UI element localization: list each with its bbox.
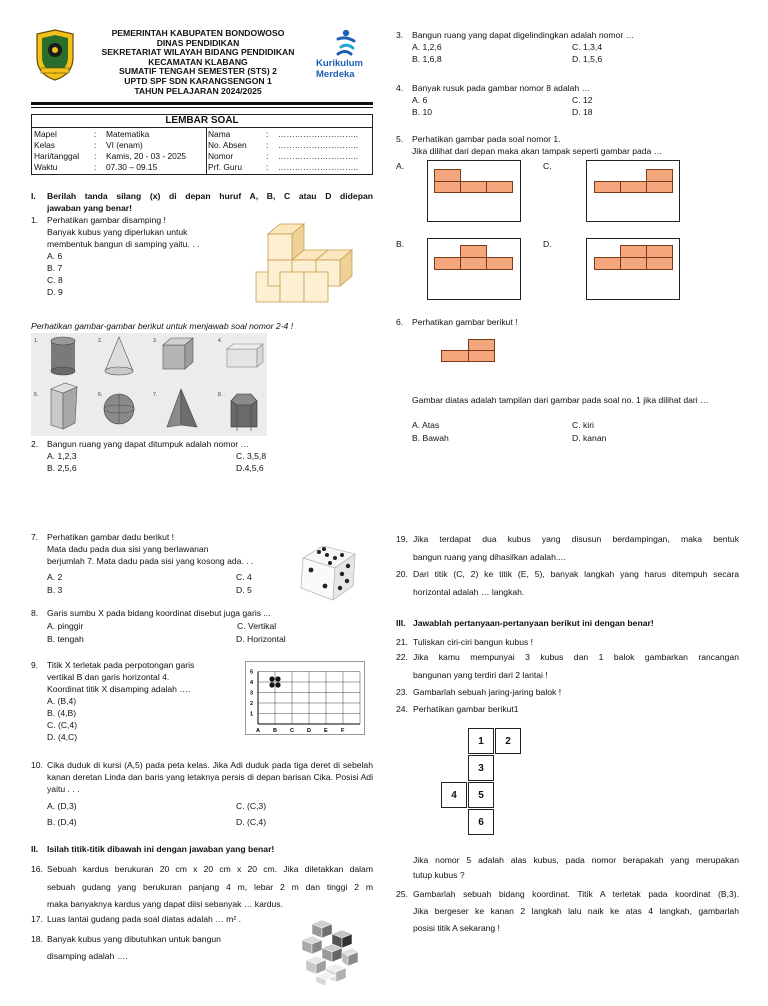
- question-text: membentuk bangun di samping yaitu. . .: [47, 239, 200, 249]
- info-colon: :: [94, 162, 97, 172]
- option-b[interactable]: B. 2,5,6: [47, 463, 77, 473]
- option-b[interactable]: B. tengah: [47, 634, 84, 644]
- info-label: Nomor: [208, 151, 234, 161]
- net-cell: 5: [468, 782, 494, 808]
- question-24-prompt: [413, 853, 739, 883]
- question-text: Bangun ruang yang dapat digelindingkan adalah nomor …: [412, 30, 635, 40]
- question-18: [31, 931, 291, 965]
- question-text: Gambarlah sebuah bidang koordinat. Titik A terletak pada koordinat (B,3).: [413, 889, 739, 899]
- view-box-a: [427, 160, 521, 222]
- question-text: Banyak rusuk pada gambar nomor 8 adalah …: [412, 83, 591, 93]
- option-d[interactable]: D. Horizontal: [236, 634, 286, 644]
- question-number: 9.: [31, 660, 39, 670]
- question-text: Perhatikan gambar disamping !: [47, 215, 166, 225]
- question-text: bangun ruang yang dihasilkan adalah....: [413, 551, 566, 562]
- option-d[interactable]: D.4,5,6: [236, 463, 264, 473]
- net-cell: 6: [468, 809, 494, 835]
- question-text: disamping adalah ….: [47, 951, 128, 961]
- question-number: 18.: [31, 934, 43, 944]
- question-text: Perhatikan gambar dadu berikut !: [47, 532, 175, 542]
- info-colon: :: [94, 140, 97, 150]
- option-a[interactable]: A. 6: [412, 95, 428, 105]
- option-b[interactable]: B. 7: [47, 263, 63, 273]
- shapes-intro: Perhatikan gambar-gambar berikut untuk menjawab soal nomor 2-4 !: [31, 321, 294, 331]
- question-text: Banyak kubus yang diperlukan untuk: [47, 227, 188, 237]
- grid-x-label: E: [324, 728, 328, 734]
- option-c[interactable]: C. Vertikal: [237, 621, 277, 631]
- question-text: Jika nomor 5 adalah alas kubus, pada nomor berapakah yang merupakan: [413, 855, 739, 865]
- question-text: Jika dilihat dari depan maka akan tampak seperti gambar pada …: [412, 146, 663, 156]
- question-text: tutup kubus ?: [413, 870, 465, 880]
- shape-label: 7.: [153, 392, 158, 398]
- question-number: 17.: [31, 914, 43, 924]
- info-label: Prf. Guru: [208, 162, 242, 172]
- question-2: [31, 438, 373, 478]
- question-number: 19.: [396, 534, 408, 544]
- question-20: [396, 566, 739, 600]
- lembar-title: LEMBAR SOAL: [31, 114, 373, 127]
- info-table: [31, 114, 373, 175]
- question-9: [31, 659, 254, 751]
- info-blank: ………………………..: [278, 162, 359, 172]
- question-text: maka banyaknya kardus yang dapat diisi sebanyak … kardus.: [47, 899, 283, 909]
- section-3-number: III.: [396, 618, 406, 628]
- section-1-title: Berilah tanda silang (x) di depan huruf A, B, C atau D didepan: [47, 191, 373, 201]
- question-text: Koordinat titik X disamping adalah ….: [47, 684, 191, 694]
- shape-label: 5.: [34, 392, 39, 398]
- question-text: Banyak kubus yang dibutuhkan untuk bangun: [47, 934, 221, 944]
- shape-label: 1.: [34, 338, 39, 344]
- question-text: Jika bergeser ke kanan 2 langkah lalu naik ke atas 4 langkah, gambarlah: [413, 906, 739, 916]
- question-number: 7.: [31, 532, 39, 542]
- header-line: SUMATIF TENGAH SEMESTER (STS) 2: [119, 66, 277, 77]
- top-view-figure: [441, 339, 495, 363]
- option-b[interactable]: B.: [396, 239, 405, 249]
- question-number: 25.: [396, 889, 408, 899]
- option-c[interactable]: C. (C,4): [47, 720, 78, 730]
- header-line: PEMERINTAH KABUPATEN BONDOWOSO: [111, 28, 285, 38]
- info-colon: :: [266, 151, 269, 161]
- question-text: Perhatikan gambar pada soal nomor 1.: [412, 134, 561, 144]
- net-cell: 1: [468, 728, 494, 754]
- question-text: Garis sumbu X pada bidang koordinat disebut juga garis ...: [47, 608, 271, 618]
- question-number: 4.: [396, 83, 404, 93]
- option-d[interactable]: D. (4,C): [47, 732, 78, 742]
- question-number: 20.: [396, 569, 408, 579]
- prism-shape: [51, 383, 77, 429]
- question-6-options: [412, 419, 739, 445]
- info-blank: ………………………..: [278, 140, 359, 150]
- option-c[interactable]: C.: [543, 161, 552, 171]
- kurikulum-merdeka-logo: [314, 28, 374, 80]
- question-1: [31, 214, 251, 306]
- logo-text: Kurikulum: [316, 58, 363, 69]
- info-label: Kelas: [34, 140, 55, 150]
- info-blank: ………………………..: [278, 129, 359, 139]
- option-a[interactable]: A. (B,4): [47, 696, 77, 706]
- section-2-number: II.: [31, 844, 39, 854]
- option-b[interactable]: B. 1,6,8: [412, 54, 442, 64]
- question-text: Titik X terletak pada perpotongan garis: [47, 660, 195, 670]
- question-10: [31, 759, 373, 829]
- option-c[interactable]: C. kiri: [572, 420, 594, 430]
- question-text: posisi titik A sekarang !: [413, 923, 500, 933]
- question-text: Mata dadu pada dua sisi yang berlawanan: [47, 544, 209, 554]
- dice-figure: [297, 542, 359, 602]
- header-line: TAHUN PELAJARAN 2024/2025: [134, 85, 262, 96]
- option-c[interactable]: C. 3,5,8: [236, 451, 267, 461]
- question-number: 8.: [31, 608, 39, 618]
- question-text: Cika duduk di kursi (A,5) pada peta kelas. Jika Adi duduk pada tiga deret di sebelah kanan deretan Linda dan baris yang letaknya persis di depan barisan Cika. Posisi Adi yaitu . . .: [47, 760, 373, 794]
- header-rule-thick: [31, 102, 373, 105]
- hexagonal-prism-shape: [231, 394, 257, 431]
- option-c[interactable]: C. 8: [47, 275, 63, 285]
- header-text: [85, 29, 311, 96]
- question-19: [396, 531, 739, 565]
- net-cell: 3: [468, 755, 494, 781]
- question-text: Perhatikan gambar berikut !: [412, 317, 518, 327]
- section-1-number: I.: [31, 191, 36, 201]
- question-number: 23.: [396, 687, 408, 697]
- question-number: 6.: [396, 317, 404, 327]
- question-text: Sebuah kardus berukuran 20 cm x 20 cm x 20 cm. Jika diletakkan dalam: [47, 864, 373, 874]
- info-colon: :: [94, 129, 97, 139]
- question-text: Luas lantai gudang pada soal diatas adalah … m² .: [47, 914, 241, 924]
- question-text: bangunan yang terdiri dari 2 lantai !: [413, 669, 548, 680]
- question-4: [396, 82, 739, 122]
- option-a[interactable]: A.: [396, 161, 405, 171]
- question-number: 22.: [396, 652, 408, 662]
- shapes-panel: [31, 333, 267, 436]
- question-number: 21.: [396, 637, 408, 647]
- shape-label: 4.: [218, 338, 223, 344]
- grid-y-label: 1: [250, 711, 254, 718]
- section-3-title: Jawablah pertanyaan-pertanyaan berikut ini dengan benar!: [413, 618, 654, 628]
- option-a[interactable]: A. 1,2,3: [47, 451, 77, 461]
- option-a[interactable]: A. pinggir: [47, 621, 84, 631]
- section-2-title: Isilah titik-titik dibawah ini dengan jawaban yang benar!: [47, 844, 275, 854]
- question-text: Jika kamu mempunyai 3 kubus dan 1 balok gambarkan rancangan: [413, 652, 739, 662]
- option-a[interactable]: A. Atas: [412, 420, 440, 430]
- grid-x-label: A: [256, 728, 260, 734]
- option-b[interactable]: B. (4,B): [47, 708, 77, 718]
- option-b[interactable]: B. 10: [412, 107, 433, 117]
- question-text: Perhatikan gambar berikut1: [413, 704, 519, 714]
- coordinate-grid: [245, 661, 365, 735]
- info-blank: ………………………..: [278, 151, 359, 161]
- option-d[interactable]: D.: [543, 239, 552, 249]
- option-b[interactable]: B. Bawah: [412, 433, 449, 443]
- school-logo: [33, 28, 77, 82]
- net-cell: 4: [441, 782, 467, 808]
- question-16: [31, 861, 373, 913]
- question-number: 5.: [396, 134, 404, 144]
- shape-label: 8.: [218, 392, 223, 398]
- cone-shape: [105, 337, 133, 375]
- question-22: [396, 649, 739, 683]
- info-label: Mapel: [34, 129, 57, 139]
- question-5: [396, 133, 739, 157]
- option-d[interactable]: D. 1,5,6: [572, 54, 603, 64]
- grid-x-label: D: [307, 728, 311, 734]
- sphere-shape: [104, 394, 134, 424]
- option-d[interactable]: D. 5: [236, 585, 252, 595]
- info-colon: :: [266, 140, 269, 150]
- question-text: Bangun ruang yang dapat ditumpuk adalah nomor …: [47, 439, 250, 449]
- header-line: KECAMATAN KLABANG: [148, 56, 248, 67]
- cube-stack-figure: [252, 222, 358, 306]
- header-rule-thin: [31, 107, 373, 108]
- option-c[interactable]: C. 4: [236, 572, 252, 582]
- question-text: Gambarlah sebuah jaring-jaring balok !: [413, 687, 562, 697]
- pyramid-shape: [167, 389, 197, 427]
- header-line: UPTD SPF SDN KARANGSENGON 1: [124, 75, 272, 86]
- cube-net-figure: [441, 728, 525, 838]
- question-text: Tuliskan ciri-ciri bangun kubus !: [413, 637, 534, 647]
- info-colon: :: [94, 151, 97, 161]
- info-label: Nama: [208, 129, 231, 139]
- shape-label: 2.: [98, 338, 103, 344]
- question-text: berjumlah 7. Mata dadu pada sisi yang kosong ada. . .: [47, 556, 254, 566]
- shape-label: 3.: [153, 338, 158, 344]
- option-c[interactable]: C. 12: [572, 95, 593, 105]
- info-label: No. Absen: [208, 140, 247, 150]
- question-25: [396, 886, 739, 938]
- question-number: 3.: [396, 30, 404, 40]
- logo-text: Merdeka: [316, 69, 355, 80]
- option-a[interactable]: A. 1,2,6: [412, 42, 442, 52]
- question-8: [31, 607, 373, 645]
- info-label: Waktu: [34, 162, 58, 172]
- view-box-d: [586, 238, 680, 300]
- question-number: 10.: [31, 760, 43, 770]
- option-b[interactable]: B. (D,4): [47, 817, 77, 827]
- grid-y-label: 3: [250, 690, 254, 697]
- question-text: horizontal adalah … langkah.: [413, 586, 525, 597]
- grid-x-label: F: [341, 728, 345, 734]
- info-colon: :: [266, 129, 269, 139]
- net-cell: 2: [495, 728, 521, 754]
- grid-x-label: B: [273, 728, 277, 734]
- question-number: 16.: [31, 864, 43, 874]
- question-6-desc: Gambar diatas adalah tampilan dari gambar pada soal no. 1 jika dilihat dari …: [412, 395, 709, 405]
- question-number: 24.: [396, 704, 408, 714]
- grid-y-label: 2: [250, 701, 254, 707]
- option-c[interactable]: C. 1,3,4: [572, 42, 603, 52]
- grid-y-label: 5: [250, 669, 254, 676]
- option-a[interactable]: A. 2: [47, 572, 63, 582]
- header-line: SEKRETARIAT WILAYAH BIDANG PENDIDIKAN: [101, 47, 295, 58]
- option-d[interactable]: D. 9: [47, 287, 63, 297]
- option-d[interactable]: D. kanan: [572, 433, 607, 443]
- question-text: Dari titik (C, 2) ke titik (E, 5), banyak langkah yang harus ditempuh secara: [413, 569, 739, 579]
- info-colon: :: [266, 162, 269, 172]
- question-3: [396, 29, 739, 69]
- cube-cluster-figure: [298, 918, 360, 988]
- grid-x-label: C: [290, 728, 294, 734]
- option-b[interactable]: B. 3: [47, 585, 63, 595]
- view-box-b: [427, 238, 521, 300]
- section-1-title-2: jawaban yang benar!: [47, 203, 133, 213]
- shape-label: 6.: [98, 392, 103, 398]
- cylinder-shape: [51, 337, 75, 375]
- question-number: 2.: [31, 439, 39, 449]
- header-line: DINAS PENDIDIKAN: [156, 37, 240, 48]
- grid-y-label: 4: [250, 680, 254, 686]
- cuboid-shape: [227, 344, 263, 367]
- question-number: 1.: [31, 215, 39, 225]
- question-text: Jika terdapat dua kubus yang disusun berdampingan, maka bentuk: [413, 534, 739, 544]
- option-a[interactable]: A. (D,3): [47, 801, 77, 811]
- view-box-c: [586, 160, 680, 222]
- question-text: sebuah gudang yang berukuran panjang 4 m, lebar 2 m dan tinggi 2 m: [47, 881, 373, 892]
- info-value: Matematika: [106, 129, 150, 139]
- info-label: Hari/tanggal: [34, 151, 80, 161]
- cube-shape: [163, 338, 193, 369]
- option-d[interactable]: D. 18: [572, 107, 593, 117]
- option-d[interactable]: D. (C,4): [236, 817, 267, 827]
- info-value: Kamis, 20 - 03 - 2025: [106, 151, 187, 161]
- option-a[interactable]: A. 6: [47, 251, 63, 261]
- option-c[interactable]: C. (C,3): [236, 801, 267, 811]
- question-text: vertikal B dan garis horizontal 4.: [47, 672, 170, 682]
- info-value: 07.30 – 09.15: [106, 162, 158, 172]
- info-value: VI (enam): [106, 140, 143, 150]
